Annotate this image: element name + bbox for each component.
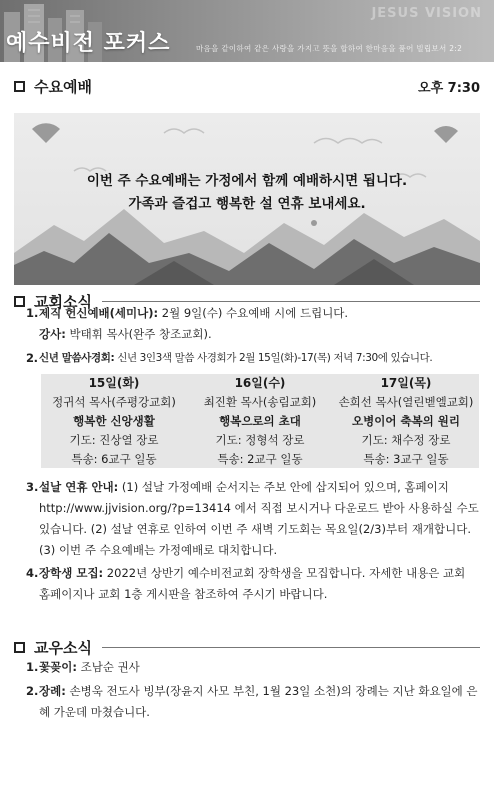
item-number: 1. bbox=[26, 660, 39, 674]
schedule-day: 15일(화) bbox=[88, 376, 140, 390]
item-subheading: 강사: bbox=[39, 327, 66, 341]
item-text: 손병욱 전도사 빙부(장윤지 사모 부친, 1월 23일 소천)의 장례는 지난 화요일에 은혜 가운데 마쳤습니다. bbox=[39, 684, 478, 719]
schedule-special-song: 특송: 3교구 일동 bbox=[363, 452, 449, 466]
item-heading: 장례: bbox=[39, 684, 66, 698]
schedule-speaker: 정귀석 목사(주평강교회) bbox=[52, 395, 176, 409]
schedule-speaker: 손희선 목사(열린벧엘교회) bbox=[338, 395, 474, 409]
member-news-heading bbox=[14, 637, 480, 658]
item-heading: 제직 헌신예배(세미나): bbox=[39, 306, 159, 320]
item-heading: 장학생 모집: bbox=[39, 566, 104, 580]
header-banner bbox=[0, 0, 494, 62]
item-text: (1) 설날 가정예배 순서지는 주보 안에 삽지되어 있으며, 홈페이지 http://www.jjvision.org/?p=13414 에서 직접 보시거나 다운로드 받아 사용하실 수도 있습니다. (2) 설날 연휴로 인하여 이번 주 새벽 기도회는 목요일(2/3)부터 재개합니다. (3) 이번 주 수요예배는 가정예배로 대치합니다. bbox=[39, 480, 479, 557]
schedule-prayer: 기도: 정형석 장로 bbox=[215, 433, 305, 447]
message-line-2: 가족과 즐겁고 행복한 설 연휴 보내세요. bbox=[128, 196, 366, 212]
message-line-1: 이번 주 수요예배는 가정에서 함께 예배하시면 됩니다. bbox=[86, 173, 408, 189]
checkbox-icon bbox=[14, 81, 25, 92]
section-title: 교회소식 bbox=[34, 293, 92, 311]
checkbox-icon bbox=[14, 642, 25, 653]
schedule-day: 17일(목) bbox=[380, 376, 432, 390]
schedule-topic: 오병이어 축복의 원리 bbox=[352, 414, 460, 428]
member-item-2 bbox=[26, 681, 480, 723]
item-number: 4. bbox=[26, 566, 39, 580]
item-number: 2. bbox=[26, 351, 38, 365]
schedule-special-song: 특송: 6교구 일동 bbox=[71, 452, 157, 466]
news-item-1 bbox=[26, 303, 480, 345]
section-title: 수요예배 bbox=[34, 78, 92, 96]
schedule-day: 16일(수) bbox=[234, 376, 286, 390]
schedule-prayer: 기도: 진상열 장로 bbox=[69, 433, 159, 447]
section-divider bbox=[102, 301, 480, 302]
item-subtext: 박태휘 목사(완주 창조교회). bbox=[65, 327, 212, 341]
news-item-4 bbox=[26, 563, 480, 605]
item-heading: 꽃꽂이: bbox=[39, 660, 77, 674]
item-number: 2. bbox=[26, 684, 39, 698]
schedule-column bbox=[41, 374, 187, 468]
schedule-column bbox=[187, 374, 333, 468]
item-heading: 설날 연휴 안내: bbox=[39, 480, 119, 494]
revival-schedule-table bbox=[41, 374, 479, 468]
item-number: 1. bbox=[26, 306, 39, 320]
item-text: 신년 3인3색 말씀 사경회가 2월 15일(화)-17(목) 저녁 7:30에 있습니다. bbox=[114, 352, 433, 364]
banner-slogan: 마음을 같이하여 같은 사랑을 가지고 뜻을 합하여 한마음을 품어 빌립보서 2:2 bbox=[196, 44, 463, 53]
newsletter-title: 예수비전 포커스 bbox=[6, 31, 171, 56]
schedule-prayer: 기도: 채수정 장로 bbox=[361, 433, 451, 447]
service-time: 오후 7:30 bbox=[418, 81, 480, 96]
section-title: 교우소식 bbox=[34, 639, 92, 657]
item-text: 조남순 권사 bbox=[76, 660, 140, 674]
wednesday-section-heading bbox=[14, 76, 480, 97]
item-heading: 신년 말씀사경회: bbox=[39, 352, 115, 364]
item-text: 2022년 상반기 예수비전교회 장학생을 모집합니다. 자세한 내용은 교회 홈페이지나 교회 1층 게시판을 참조하여 주시기 바랍니다. bbox=[39, 566, 466, 601]
schedule-topic: 행복으로의 초대 bbox=[219, 414, 301, 428]
schedule-speaker: 최진환 목사(송림교회) bbox=[203, 395, 317, 409]
item-text: 2월 9일(수) 수요예배 시에 드립니다. bbox=[158, 306, 349, 320]
news-item-2 bbox=[26, 348, 480, 369]
item-number: 3. bbox=[26, 480, 39, 494]
schedule-topic: 행복한 신앙생활 bbox=[73, 414, 155, 428]
banner-watermark: JESUS VISION bbox=[371, 6, 482, 21]
mountain-illustration bbox=[14, 113, 480, 285]
checkbox-icon bbox=[14, 296, 25, 307]
news-item-3 bbox=[26, 477, 480, 561]
section-divider bbox=[102, 647, 480, 648]
schedule-special-song: 특송: 2교구 일동 bbox=[217, 452, 303, 466]
schedule-column bbox=[333, 374, 479, 468]
member-item-1 bbox=[26, 657, 480, 678]
